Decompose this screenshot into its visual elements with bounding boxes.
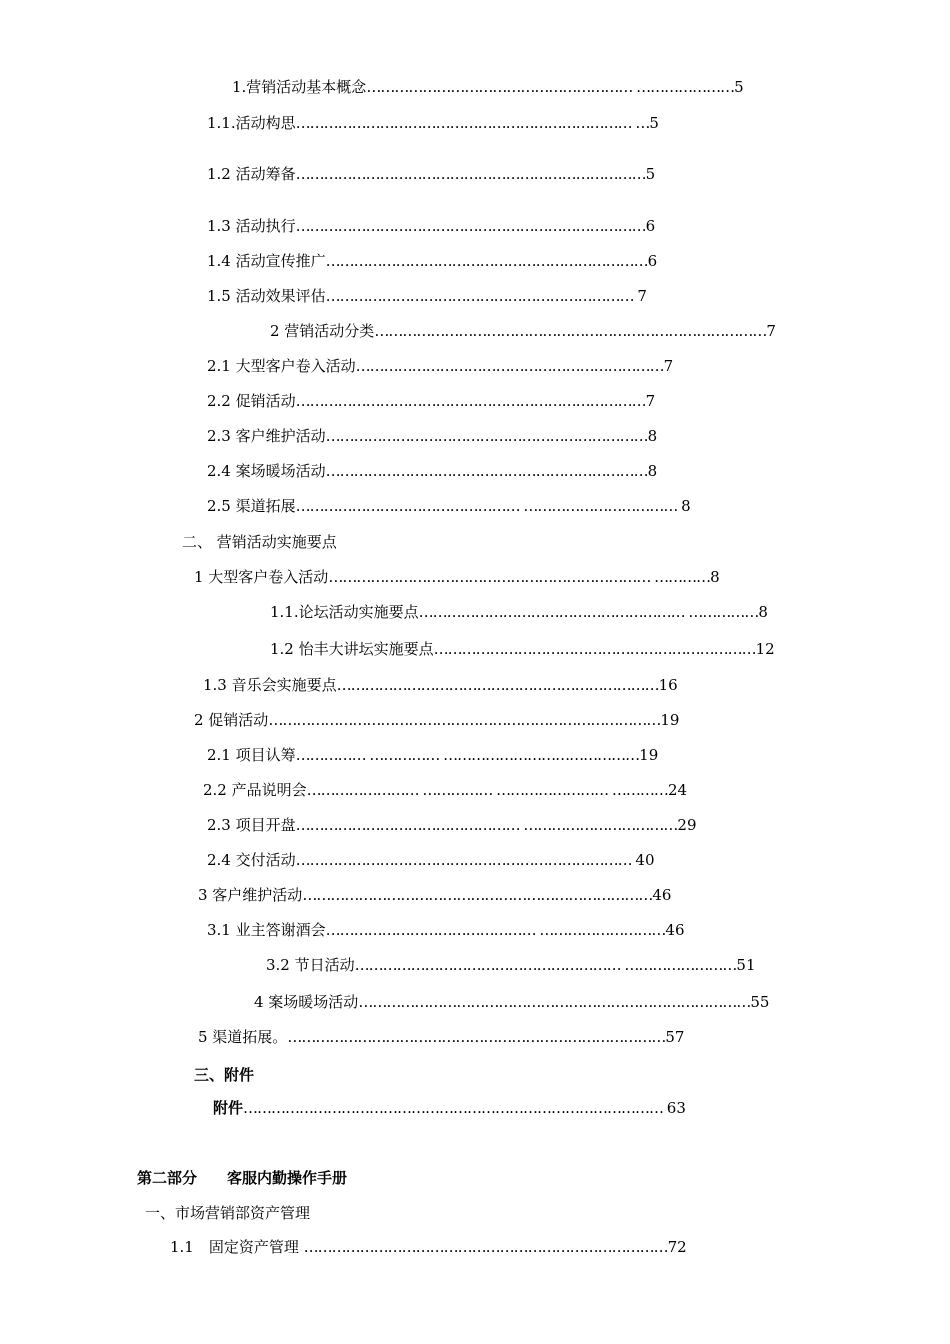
section-heading: 三、附件 bbox=[194, 1066, 255, 1084]
toc-entry: 2.1 大型客户卷入活动…………………………………………………………7 bbox=[207, 357, 674, 375]
toc-entry: 2.4 交付活动……………………………………………………………… 40 bbox=[207, 851, 655, 869]
toc-entry: 附件……………………………………………………………………………… 63 bbox=[213, 1099, 686, 1117]
toc-entry: 1.营销活动基本概念………………………………………………… …………………5 bbox=[232, 78, 744, 96]
toc-entry: 2.2 促销活动…………………………………………………………………7 bbox=[207, 392, 656, 410]
toc-entry: 1.5 活动效果评估………………………………………………………… 7 bbox=[207, 287, 647, 305]
toc-entry: 1.2 怡丰大讲坛实施要点……………………………………………………………12 bbox=[270, 640, 775, 658]
toc-entry: 2.1 项目认筹…………… …………… ……………………………………19 bbox=[207, 746, 659, 764]
toc-entry: 1.1 固定资产管理 ……………………………………………………………………72 bbox=[170, 1238, 687, 1256]
toc-entry: 1.1.活动构思……………………………………………………………… …5 bbox=[207, 114, 659, 132]
toc-entry: 3.2 节日活动………………………………………………… ……………………51 bbox=[266, 956, 756, 974]
section-heading: 二、 营销活动实施要点 bbox=[182, 533, 337, 551]
toc-entry: 1.1.论坛活动实施要点………………………………………………… ……………8 bbox=[270, 603, 768, 621]
toc-entry: 2.3 客户维护活动……………………………………………………………8 bbox=[207, 427, 658, 445]
toc-entry: 3.1 业主答谢酒会……………………………………… ………………………46 bbox=[207, 921, 685, 939]
toc-entry: 1 大型客户卷入活动…………………………………………………………… …………8 bbox=[194, 568, 720, 586]
toc-entry: 2.2 产品说明会…………………… …………… …………………… …………24 bbox=[203, 781, 688, 799]
toc-entry: 2 促销活动…………………………………………………………………………19 bbox=[194, 711, 680, 729]
toc-entry: 2.4 案场暖场活动……………………………………………………………8 bbox=[207, 462, 658, 480]
toc-entry: 2.3 项目开盘………………………………………… ……………………………29 bbox=[207, 816, 697, 834]
toc-entry: 2 营销活动分类…………………………………………………………………………7 bbox=[270, 322, 776, 340]
part-heading: 第二部分 客服内勤操作手册 bbox=[137, 1169, 348, 1187]
toc-entry: 2.5 渠道拓展………………………………………… …………………………… 8 bbox=[207, 497, 691, 515]
toc-entry: 4 案场暖场活动…………………………………………………………………………55 bbox=[254, 993, 770, 1011]
toc-entry: 1.3 音乐会实施要点……………………………………………………………16 bbox=[203, 676, 678, 694]
toc-entry: 3 客户维护活动…………………………………………………………………46 bbox=[198, 886, 672, 904]
toc-entry: 1.3 活动执行…………………………………………………………………6 bbox=[207, 217, 656, 235]
toc-entry: 1.2 活动筹备…………………………………………………………………5 bbox=[207, 165, 656, 183]
section-heading: 一、市场营销部资产管理 bbox=[145, 1204, 311, 1222]
toc-entry: 5 渠道拓展。………………………………………………………………………57 bbox=[198, 1028, 685, 1046]
toc-entry: 1.4 活动宣传推广……………………………………………………………6 bbox=[207, 252, 658, 270]
